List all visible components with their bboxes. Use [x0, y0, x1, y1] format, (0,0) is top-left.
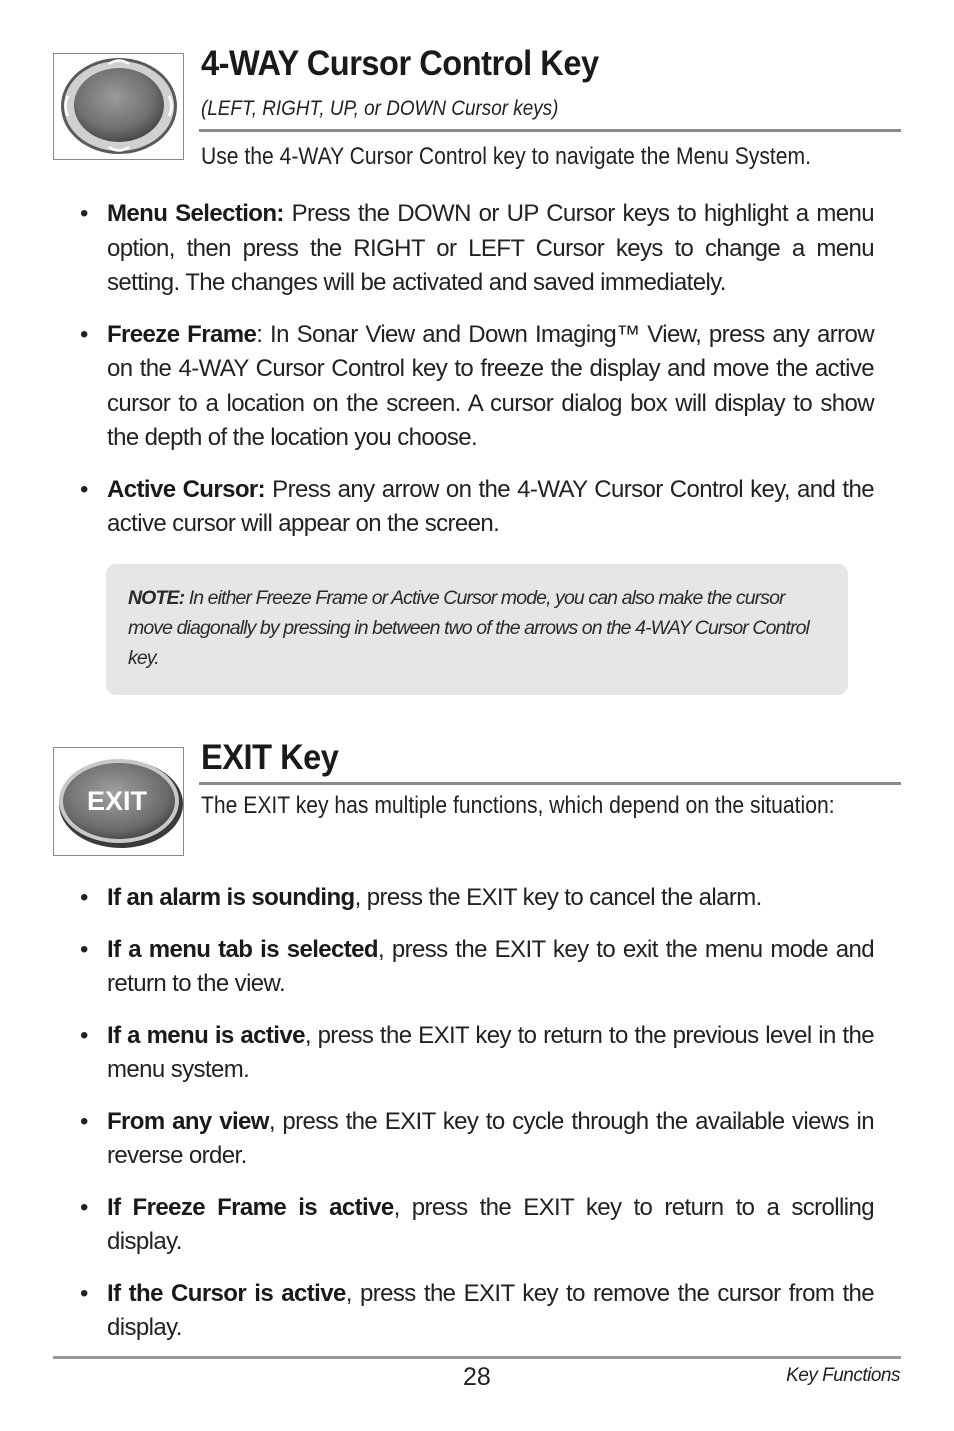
- list-item: [80, 1191, 874, 1260]
- exit-key-label: EXIT: [86, 786, 148, 816]
- cursor-key-bullet-list: [80, 197, 874, 542]
- list-item: [80, 318, 874, 456]
- list-item: [80, 933, 874, 1002]
- bullet-text: , press the EXIT key to return to the previous level in the menu system.: [107, 1021, 874, 1083]
- bullet-term: Active Cursor:: [107, 475, 266, 503]
- bullet-term: If Freeze Frame is active: [107, 1193, 394, 1221]
- list-item: [80, 473, 874, 542]
- section-title-exit-key: EXIT Key: [201, 738, 339, 777]
- footer-section-name: Key Functions: [786, 1365, 900, 1386]
- title-rule: [199, 129, 901, 132]
- list-item: [80, 1019, 874, 1088]
- bullet-text: : In Sonar View and Down Imaging™ View, press any arrow on the 4-WAY Cursor Control key to freeze the display and move the active cursor to a location on the screen. A cursor dialog box will display to show the depth of the location you choose.: [107, 320, 874, 451]
- exit-key-icon: [54, 748, 183, 855]
- list-item: [80, 1105, 874, 1174]
- bullet-text: , press the EXIT key to cycle through the available views in reverse order.: [107, 1107, 874, 1169]
- list-item: [80, 881, 874, 916]
- exit-key-bullet-list: [80, 881, 874, 1346]
- note-box: [106, 564, 848, 695]
- cursor-key-icon-frame: [53, 53, 184, 160]
- cursor-key-intro: Use the 4-WAY Cursor Control key to navigate the Menu System.: [201, 143, 812, 170]
- bullet-term: Freeze Frame: [107, 320, 257, 348]
- bullet-term: If a menu is active: [107, 1021, 305, 1049]
- bullet-term: Menu Selection:: [107, 200, 284, 227]
- note-label: NOTE:: [128, 587, 185, 609]
- section-title-cursor-key: 4-WAY Cursor Control Key: [201, 44, 599, 83]
- list-item: [80, 197, 874, 301]
- bullet-text: , press the EXIT key to exit the menu mode and return to the view.: [107, 935, 874, 997]
- list-item: [80, 1277, 874, 1346]
- bullet-text: , press the EXIT key to cancel the alarm.: [354, 884, 762, 911]
- note-text: In either Freeze Frame or Active Cursor mode, you can also make the cursor move diagonally by pressing in between two of the arrows on the 4-WAY Cursor Control key.: [128, 587, 809, 669]
- bullet-term: If the Cursor is active: [107, 1279, 346, 1307]
- section-subtitle-cursor-keys: (LEFT, RIGHT, UP, or DOWN Cursor keys): [201, 97, 559, 120]
- bullet-text: Press the DOWN or UP Cursor keys to highlight a menu option, then press the RIGHT or LEFT Cursor keys to change a menu setting. The changes will be activated and saved immediately.: [107, 200, 874, 296]
- bullet-text: , press the EXIT key to return to a scrolling display.: [107, 1193, 874, 1255]
- four-way-cursor-key-icon: [54, 54, 183, 159]
- bullet-term: From any view: [107, 1107, 269, 1135]
- footer-rule: [53, 1356, 901, 1359]
- bullet-text: , press the EXIT key to remove the cursor from the display.: [107, 1279, 875, 1341]
- exit-key-icon-frame: [53, 747, 184, 856]
- exit-key-intro: The EXIT key has multiple functions, which depend on the situation:: [201, 792, 835, 819]
- page-number: 28: [463, 1363, 491, 1391]
- bullet-term: If an alarm is sounding: [107, 884, 355, 911]
- bullet-term: If a menu tab is selected: [107, 935, 378, 963]
- bullet-text: Press any arrow on the 4-WAY Cursor Control key, and the active cursor will appear on the screen.: [107, 475, 874, 537]
- title-rule: [199, 782, 901, 785]
